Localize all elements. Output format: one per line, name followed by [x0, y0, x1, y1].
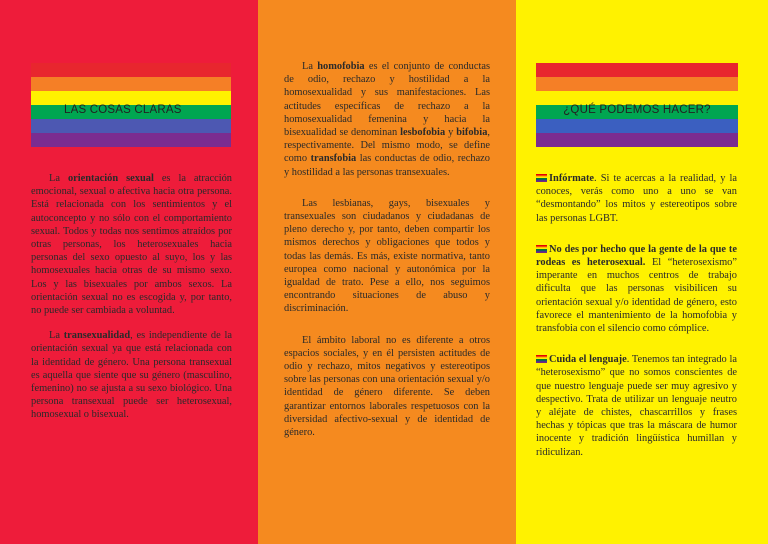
flag-stripe-red	[536, 63, 738, 77]
transsexuality-paragraph: La transexualidad, es independiente de la orientación sexual ya que está relacionada con la identidad de género. Una persona transexual es aquella que siente que su género (masculino, femenino) no se ajusta a su sexo biológico. Una persona transexual puede ser heterosexual, homosexual o bisexual.	[31, 330, 232, 421]
tip-item: Infórmate. Si te acercas a la realidad, y la conoces, verás como uno a uno se van “desmontando” los mitos y estereotipos sobre las personas LGBT.	[536, 173, 737, 224]
panel-homofobia	[258, 0, 516, 544]
rights-paragraph: Las lesbianas, gays, bisexuales y transexuales son ciudadanos y ciudadanas de pleno derecho y, por tanto, deben compartir los mismos derechos y obligaciones que todos y todas las demás. Es más, existe normativa, tanto europea como nacional y autonómica por la igualdad de trato. Pese a ello, nos seguimos encontrando situaciones de abuso y discriminación.	[284, 197, 490, 315]
section-title: LAS COSAS CLARAS	[64, 104, 182, 116]
flag-stripe-purple	[31, 133, 231, 147]
section-title: ¿QUÉ PODEMOS HACER?	[563, 104, 711, 116]
text-column	[536, 172, 737, 471]
tip-item: Cuida el lenguaje. Tenemos tan integrado la “heterosexismo” que no somos conscientes de que nuestro lenguaje puede ser muy agresivo y despectivo. Trata de utilizar un lenguaje neutro y aléjate de chistes, chascarrillos y frases hechas y tópicas que tras la máscara de humor inocente y tradición lingüística humillan y ridiculizan.	[536, 354, 738, 458]
flag-stripe-yellow	[31, 91, 231, 105]
text-column	[31, 172, 232, 434]
rainbow-flag	[536, 63, 738, 147]
homofobia-paragraph: La homofobia es el conjunto de conductas de odio, rechazo y hostilidad a la homosexualidad y sus manifestaciones. Las actitudes específicas de rechazo a la homosexualidad femenina y hacia la bisexualidad se denominan lesbofobia y bifobia, respectivamente. Del mismo modo, se define como transfobia las conductas de odio, rechazo y hostilidad a las personas transexuales.	[284, 61, 490, 178]
rainbow-bullet-icon	[536, 355, 547, 363]
panel-que-podemos-hacer	[516, 0, 768, 544]
flag-stripe-blue	[31, 119, 231, 133]
rainbow-bullet-icon	[536, 245, 547, 253]
panel-las-cosas-claras	[0, 0, 258, 544]
orientation-paragraph: La orientación sexual es la atracción emocional, sexual o afectiva hacia otra persona. Está relacionada con los sentimientos y el autoconcepto y no sólo con el comportamiento sexual. Todos y todas nos sentimos atraídos por otras personas, los heterosexuales hacia personas del sexo opuesto al suyo, los y las homosexuales hacia otras de su mismo sexo. Los y las bisexuales por ambos sexos. La orientación sexual no es escogida y, por tanto, no puede ser cambiada a voluntad.	[31, 173, 232, 317]
flag-stripe-yellow	[536, 91, 738, 105]
rainbow-bullet-icon	[536, 174, 547, 182]
tip-item: No des por hecho que la gente de la que te rodeas es heterosexual. El “heterosexismo” imperante en muchos centros de trabajo dificulta que las personas visibilicen su orientación sexual y/o identidad de género, esto favorece el mantenimiento de la homofobia y transfobia con el silencio como cómplice.	[536, 243, 737, 335]
flag-stripe-orange	[31, 77, 231, 91]
flag-stripe-orange	[536, 77, 738, 91]
text-column	[284, 60, 490, 451]
flag-stripe-blue	[536, 119, 738, 133]
flag-stripe-purple	[536, 133, 738, 147]
flag-stripe-red	[31, 63, 231, 77]
workplace-paragraph: El ámbito laboral no es diferente a otros espacios sociales, y en él persisten actitudes de odio y rechazo, mitos negativos y estereotipos sobre las personas con una orientación sexual y/o identidad de género diferente. Se deben garantizar entornos laborales respetuosos con la diversidad afectivo-sexual y de identidad de género.	[284, 334, 490, 439]
rainbow-flag	[31, 63, 231, 147]
